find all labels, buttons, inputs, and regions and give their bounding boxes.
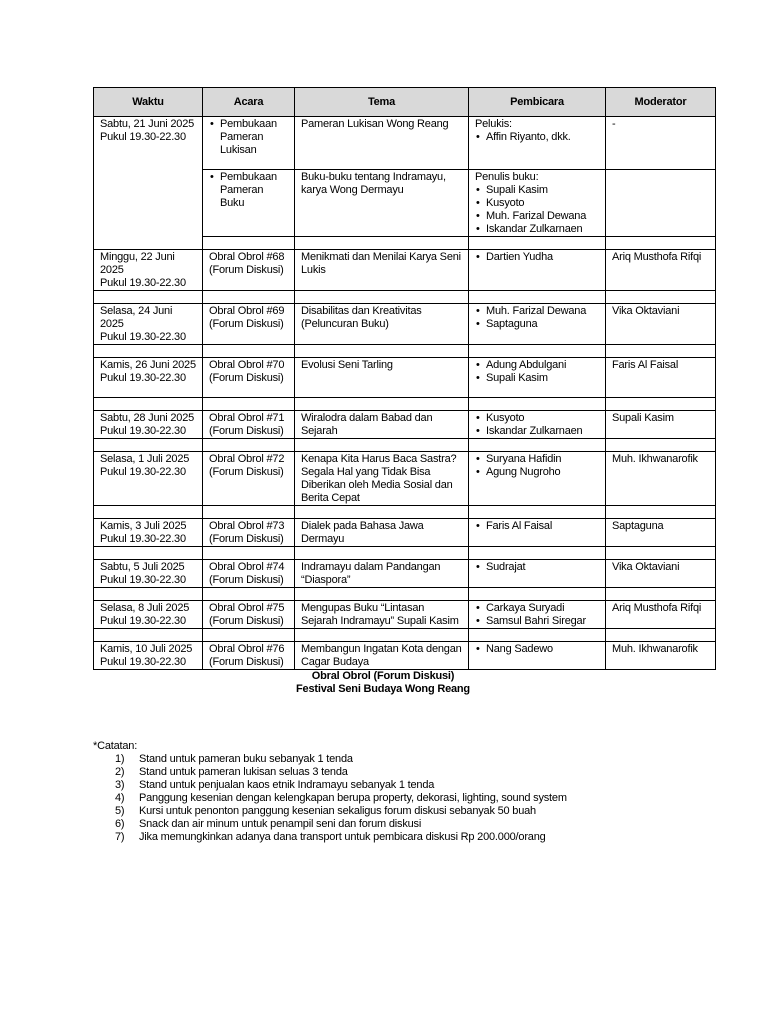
note-number: 7): [115, 831, 125, 843]
waktu-cell: [94, 411, 203, 439]
list-item: • Pembukaan Pameran Lukisan: [209, 118, 288, 157]
acara-title: Obral Obrol #73: [209, 520, 285, 532]
note-text: Stand untuk penjualan kaos etnik Indramayu sebanyak 1 tenda: [139, 779, 435, 791]
acara-cell: [203, 117, 295, 170]
list-item: • Kusyoto: [475, 412, 599, 425]
acara-title: Obral Obrol #71: [209, 412, 285, 424]
spacer-cell: [203, 291, 295, 304]
waktu-date: Selasa, 24 Juni 2025: [100, 305, 173, 330]
spacer-cell: [295, 547, 469, 560]
pembicara-cell: [469, 642, 606, 670]
note-number: 4): [115, 792, 125, 804]
tema-cell: Pameran Lukisan Wong Reang: [295, 117, 469, 170]
waktu-cell: [94, 519, 203, 547]
spacer-cell: [203, 588, 295, 601]
spacer-cell: [295, 629, 469, 642]
waktu-date: Minggu, 22 Juni 2025: [100, 251, 175, 276]
waktu-date: Selasa, 1 Juli 2025: [100, 453, 190, 465]
waktu-cell: [94, 250, 203, 291]
waktu-cell: [94, 601, 203, 629]
spacer-cell: [295, 588, 469, 601]
pembicara-cell: [469, 250, 606, 291]
list-item: • Supali Kasim: [475, 372, 599, 385]
pembicara-cell: [469, 117, 606, 170]
notes-heading: *Catatan:: [93, 740, 138, 752]
table-row: [94, 304, 716, 345]
spacer-cell: [295, 237, 469, 250]
note-item: [93, 779, 713, 792]
tema-cell: Membangun Ingatan Kota dengan Cagar Budaya: [295, 642, 469, 670]
table-row: [94, 117, 716, 170]
spacer-cell: [94, 291, 203, 304]
note-text: Stand untuk pameran buku sebanyak 1 tenda: [139, 753, 353, 765]
acara-subtitle: (Forum Diskusi): [209, 466, 284, 478]
spacer-cell: [469, 345, 606, 358]
spacer-cell: [295, 398, 469, 411]
list-item: • Supali Kasim: [475, 184, 599, 197]
acara-subtitle: (Forum Diskusi): [209, 533, 284, 545]
spacer-cell: [94, 506, 203, 519]
header-acara: Acara: [203, 88, 295, 117]
header-tema: Tema: [295, 88, 469, 117]
acara-subtitle: (Forum Diskusi): [209, 372, 284, 384]
moderator-cell: Vika Oktaviani: [606, 304, 716, 345]
spacer-cell: [606, 588, 716, 601]
waktu-time: Pukul 19.30-22.30: [100, 372, 186, 384]
note-item: [93, 766, 713, 779]
list-item: • Dartien Yudha: [475, 251, 599, 264]
spacer-cell: [469, 547, 606, 560]
waktu-time: Pukul 19.30-22.30: [100, 656, 186, 668]
waktu-cell: [94, 560, 203, 588]
spacer-cell: [469, 588, 606, 601]
table-caption: [93, 670, 673, 696]
spacer-cell: [606, 629, 716, 642]
waktu-cell: [94, 642, 203, 670]
spacer-row: [94, 345, 716, 358]
spacer-cell: [94, 547, 203, 560]
spacer-cell: [469, 237, 606, 250]
pembicara-list: [475, 520, 599, 533]
pembicara-list: [475, 561, 599, 574]
list-item: • Adung Abdulgani: [475, 359, 599, 372]
spacer-cell: [94, 629, 203, 642]
spacer-row: [94, 398, 716, 411]
waktu-time: Pukul 19.30-22.30: [100, 425, 186, 437]
moderator-cell: Vika Oktaviani: [606, 560, 716, 588]
acara-subtitle: (Forum Diskusi): [209, 318, 284, 330]
waktu-time: Pukul 19.30-22.30: [100, 466, 186, 478]
waktu-date: Kamis, 10 Juli 2025: [100, 643, 193, 655]
list-item: • Nang Sadewo: [475, 643, 599, 656]
spacer-cell: [606, 345, 716, 358]
pembicara-cell: [469, 519, 606, 547]
pembicara-list: [475, 305, 599, 331]
spacer-cell: [295, 291, 469, 304]
note-number: 3): [115, 779, 125, 791]
notes-section: [93, 740, 713, 844]
acara-title: Obral Obrol #76: [209, 643, 285, 655]
note-text: Stand untuk pameran lukisan seluas 3 tenda: [139, 766, 348, 778]
acara-title: Obral Obrol #75: [209, 602, 285, 614]
note-number: 2): [115, 766, 125, 778]
waktu-time: Pukul 19.30-22.30: [100, 615, 186, 627]
list-item: • Saptaguna: [475, 318, 599, 331]
acara-title: Obral Obrol #74: [209, 561, 285, 573]
pembicara-list: [475, 359, 599, 385]
note-item: [93, 805, 713, 818]
spacer-cell: [606, 398, 716, 411]
acara-subtitle: (Forum Diskusi): [209, 574, 284, 586]
waktu-cell: [94, 452, 203, 506]
pembicara-list: [475, 643, 599, 656]
spacer-cell: [469, 439, 606, 452]
waktu-date: Sabtu, 28 Juni 2025: [100, 412, 195, 424]
moderator-cell: Supali Kasim: [606, 411, 716, 439]
note-number: 6): [115, 818, 125, 830]
spacer-cell: [203, 398, 295, 411]
tema-cell: Kenapa Kita Harus Baca Sastra? Segala Hal yang Tidak Bisa Diberikan oleh Media Sosial dan Berita Cepat: [295, 452, 469, 506]
list-item: • Affin Riyanto, dkk.: [475, 131, 599, 144]
acara-cell: [203, 411, 295, 439]
waktu-date: Selasa, 8 Juli 2025: [100, 602, 190, 614]
acara-list: [209, 118, 288, 157]
list-item: • Kusyoto: [475, 197, 599, 210]
acara-cell: [203, 642, 295, 670]
schedule-table: [93, 87, 716, 670]
table-row: [94, 411, 716, 439]
header-waktu: Waktu: [94, 88, 203, 117]
spacer-cell: [606, 439, 716, 452]
list-item: • Carkaya Suryadi: [475, 602, 599, 615]
list-item: • Iskandar Zulkarnaen: [475, 223, 599, 236]
note-item: [93, 818, 713, 831]
spacer-cell: [469, 506, 606, 519]
moderator-cell: Faris Al Faisal: [606, 358, 716, 398]
spacer-cell: [606, 291, 716, 304]
acara-title: Obral Obrol #69: [209, 305, 285, 317]
table-row: [94, 250, 716, 291]
spacer-cell: [94, 398, 203, 411]
spacer-cell: [94, 439, 203, 452]
spacer-cell: [469, 291, 606, 304]
spacer-cell: [295, 345, 469, 358]
spacer-cell: [203, 547, 295, 560]
tema-cell: Wiralodra dalam Babad dan Sejarah: [295, 411, 469, 439]
pembicara-list: [475, 453, 599, 479]
caption-line-2: Festival Seni Budaya Wong Reang: [296, 683, 470, 695]
note-text: Panggung kesenian dengan kelengkapan berupa property, dekorasi, lighting, sound system: [139, 792, 567, 804]
list-item: • Iskandar Zulkarnaen: [475, 425, 599, 438]
acara-cell: [203, 250, 295, 291]
pembicara-cell: [469, 358, 606, 398]
tema-cell: Evolusi Seni Tarling: [295, 358, 469, 398]
acara-cell: [203, 519, 295, 547]
moderator-cell: -: [606, 117, 716, 170]
list-item: • Muh. Farizal Dewana: [475, 305, 599, 318]
moderator-cell: Muh. Ikhwanarofik: [606, 452, 716, 506]
pembicara-cell: [469, 560, 606, 588]
tema-cell: Buku-buku tentang Indramayu, karya Wong Dermayu: [295, 170, 469, 237]
waktu-cell: [94, 304, 203, 345]
spacer-row: [94, 629, 716, 642]
table-row: [94, 601, 716, 629]
waktu-time: Pukul 19.30-22.30: [100, 533, 186, 545]
note-text: Kursi untuk penonton panggung kesenian sekaligus forum diskusi sebanyak 50 buah: [139, 805, 536, 817]
spacer-row: [94, 506, 716, 519]
acara-cell: [203, 304, 295, 345]
moderator-cell: Ariq Musthofa Rifqi: [606, 250, 716, 291]
tema-cell: Menikmati dan Menilai Karya Seni Lukis: [295, 250, 469, 291]
table-row: [94, 358, 716, 398]
pembicara-label: Penulis buku:: [475, 171, 539, 183]
spacer-cell: [94, 588, 203, 601]
moderator-cell: [606, 170, 716, 237]
tema-cell: Indramayu dalam Pandangan “Diaspora”: [295, 560, 469, 588]
table-body: [94, 117, 716, 670]
acara-subtitle: (Forum Diskusi): [209, 425, 284, 437]
pembicara-cell: [469, 452, 606, 506]
note-number: 5): [115, 805, 125, 817]
table-row: [94, 560, 716, 588]
list-item: • Agung Nugroho: [475, 466, 599, 479]
spacer-row: [94, 547, 716, 560]
pembicara-cell: [469, 411, 606, 439]
spacer-cell: [295, 506, 469, 519]
pembicara-cell: [469, 170, 606, 237]
tema-cell: Mengupas Buku “Lintasan Sejarah Indramayu” Supali Kasim: [295, 601, 469, 629]
spacer-cell: [203, 629, 295, 642]
table-row: [94, 642, 716, 670]
acara-title: Obral Obrol #70: [209, 359, 285, 371]
moderator-cell: Muh. Ikhwanarofik: [606, 642, 716, 670]
acara-title: Obral Obrol #72: [209, 453, 285, 465]
table-row: [94, 452, 716, 506]
acara-subtitle: (Forum Diskusi): [209, 264, 284, 276]
spacer-cell: [606, 506, 716, 519]
acara-title: Obral Obrol #68: [209, 251, 285, 263]
list-item: • Muh. Farizal Dewana: [475, 210, 599, 223]
spacer-cell: [606, 237, 716, 250]
spacer-row: [94, 588, 716, 601]
pembicara-list: [475, 602, 599, 628]
acara-cell: [203, 358, 295, 398]
spacer-cell: [203, 506, 295, 519]
acara-cell: [203, 601, 295, 629]
pembicara-cell: [469, 601, 606, 629]
note-number: 1): [115, 753, 125, 765]
spacer-cell: [203, 237, 295, 250]
list-item: • Pembukaan Pameran Buku: [209, 171, 288, 210]
acara-cell: [203, 560, 295, 588]
acara-list: [209, 171, 288, 210]
waktu-date: Sabtu, 21 Juni 2025: [100, 118, 195, 130]
acara-subtitle: (Forum Diskusi): [209, 615, 284, 627]
spacer-row: [94, 439, 716, 452]
spacer-row: [94, 291, 716, 304]
moderator-cell: Ariq Musthofa Rifqi: [606, 601, 716, 629]
pembicara-cell: [469, 304, 606, 345]
caption-line-1: Obral Obrol (Forum Diskusi): [311, 670, 455, 682]
tema-cell: Disabilitas dan Kreativitas (Peluncuran Buku): [295, 304, 469, 345]
pembicara-list: [475, 251, 599, 264]
waktu-time: Pukul 19.30-22.30: [100, 131, 186, 143]
note-item: [93, 792, 713, 805]
tema-cell: Dialek pada Bahasa Jawa Dermayu: [295, 519, 469, 547]
note-text: Jika memungkinkan adanya dana transport untuk pembicara diskusi Rp 200.000/orang: [139, 831, 546, 843]
spacer-cell: [203, 345, 295, 358]
acara-cell: [203, 170, 295, 237]
waktu-date: Kamis, 3 Juli 2025: [100, 520, 187, 532]
list-item: • Samsul Bahri Siregar: [475, 615, 599, 628]
note-text: Snack dan air minum untuk penampil seni dan forum diskusi: [139, 818, 422, 830]
spacer-cell: [469, 398, 606, 411]
notes-list: [93, 753, 713, 844]
waktu-time: Pukul 19.30-22.30: [100, 277, 186, 289]
spacer-cell: [203, 439, 295, 452]
acara-subtitle: (Forum Diskusi): [209, 656, 284, 668]
waktu-time: Pukul 19.30-22.30: [100, 331, 186, 343]
list-item: • Suryana Hafidin: [475, 453, 599, 466]
note-item: [93, 831, 713, 844]
spacer-cell: [606, 547, 716, 560]
acara-cell: [203, 452, 295, 506]
waktu-cell: [94, 117, 203, 250]
spacer-cell: [469, 629, 606, 642]
pembicara-list: [475, 184, 599, 236]
pembicara-list: [475, 131, 599, 144]
waktu-date: Kamis, 26 Juni 2025: [100, 359, 196, 371]
spacer-cell: [295, 439, 469, 452]
table-header-row: [94, 88, 716, 117]
moderator-cell: Saptaguna: [606, 519, 716, 547]
pembicara-label: Pelukis:: [475, 118, 512, 130]
header-moderator: Moderator: [606, 88, 716, 117]
waktu-date: Sabtu, 5 Juli 2025: [100, 561, 185, 573]
spacer-cell: [94, 345, 203, 358]
list-item: • Faris Al Faisal: [475, 520, 599, 533]
waktu-time: Pukul 19.30-22.30: [100, 574, 186, 586]
table-row: [94, 519, 716, 547]
pembicara-list: [475, 412, 599, 438]
list-item: • Sudrajat: [475, 561, 599, 574]
note-item: [93, 753, 713, 766]
waktu-cell: [94, 358, 203, 398]
header-pembicara: Pembicara: [469, 88, 606, 117]
